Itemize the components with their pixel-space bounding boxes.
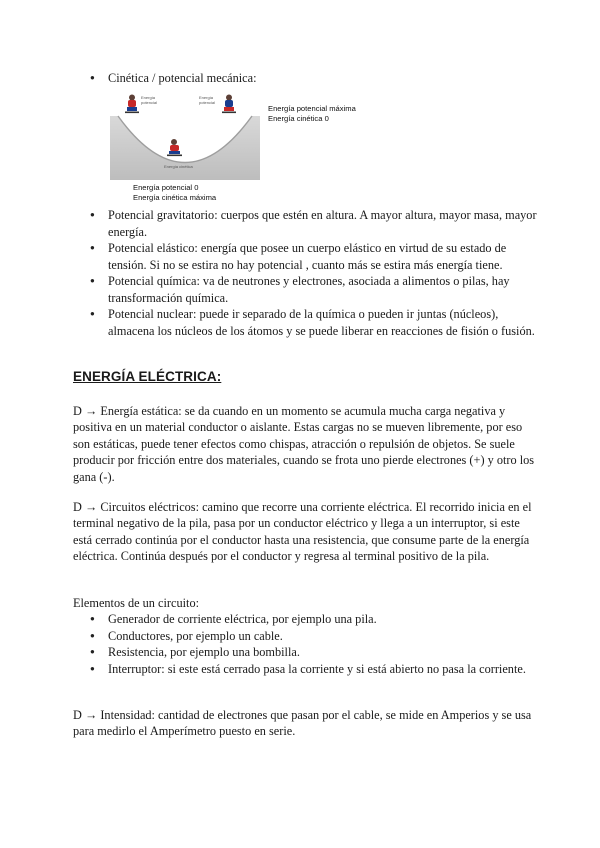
figure-label-zero-kinetic: Energía cinética 0: [268, 114, 329, 123]
tiny-label-right-2: potencial: [199, 100, 216, 105]
tiny-label-right-1: Energía: [199, 95, 214, 100]
paragraph-elementos-intro: Elementos de un circuito:: [73, 596, 200, 610]
circuit-elements-list: [92, 611, 537, 677]
paragraph-circuitos-electricos: D → Circuitos eléctricos: camino que recorre una corriente eléctrica. El recorrido inicia en el terminal negativo de la pila, pasa por un conductor eléctrico y llega a un interruptor, si este está cerrado continúa por el conductor hasta una resistencia, que consume parte de la energía eléctrica. Continúa después por el conductor y regresa al terminal positivo de la pila.: [73, 500, 532, 564]
paragraph-energia-estatica: D → Energía estática: se da cuando en un momento se acumula mucha carga negativa y positiva en un material conductor o aislante. Estas cargas no se mueven libremente, por eso son estáticas, puede tener efectos como chispas, atracción o repulsión de objetos. Se suele producir por fricción entre dos materiales, cuando se frota uno pierde electrones (+) y otro los gana (-).: [73, 404, 535, 484]
list-item-conductores: ● Conductores, por ejemplo un cable.: [92, 628, 537, 645]
list-item-cinetica: ● Cinética / potencial mecánica:: [92, 70, 537, 87]
skater-bottom-icon: [167, 139, 182, 156]
list-item-quimica: ● Potencial química: va de neutrones y electrones, asociada a alimentos o pilas, hay transformación química.: [92, 273, 537, 306]
list-item-gravitatorio: ● Potencial gravitatorio: cuerpos que estén en altura. A mayor altura, mayor masa, mayor energía.: [92, 207, 537, 240]
ramp-shape: [110, 116, 260, 180]
paragraph-intensidad: D → Intensidad: cantidad de electrones que pasan por el cable, se mide en Amperios y se usa para medirlo el Amperímetro puesto en serie.: [73, 708, 532, 739]
skate-ramp-illustration: [110, 94, 260, 180]
section-heading-energia-electrica: ENERGÍA ELÉCTRICA:: [73, 369, 222, 384]
figure-label-max-potential: Energía potencial máxima: [268, 104, 356, 113]
tiny-label-left-1: Energía: [141, 95, 156, 100]
list-item-nuclear: ● Potencial nuclear: puede ir separado de la química o pueden ir juntas (núcleos), almacena los núcleos de los átomos y se puede liberar en reacciones de fisión o fusión.: [92, 306, 537, 339]
list-item-elastico: ● Potencial elástico: energía que posee un cuerpo elástico en virtud de su estado de tensión. Si no se estira no hay potencial , cuanto más se estira más energía tiene.: [92, 240, 537, 273]
figure-label-max-kinetic: Energía cinética máxima: [133, 193, 217, 202]
list-item-generador: ● Generador de corriente eléctrica, por ejemplo una pila.: [92, 611, 537, 628]
list-item-resistencia: ● Resistencia, por ejemplo una bombilla.: [92, 644, 537, 661]
skater-right-icon: [222, 95, 236, 114]
figure-label-zero-potential: Energía potencial 0: [133, 183, 199, 192]
tiny-label-bottom: Energía cinética: [164, 164, 193, 169]
energy-types-list-top: [92, 70, 537, 87]
list-item-interruptor: ● Interruptor: si este está cerrado pasa la corriente y si está abierto no pasa la corriente.: [92, 661, 537, 678]
energy-types-list: [92, 207, 537, 339]
skater-left-icon: [125, 95, 139, 114]
tiny-label-left-2: potencial: [141, 100, 158, 105]
